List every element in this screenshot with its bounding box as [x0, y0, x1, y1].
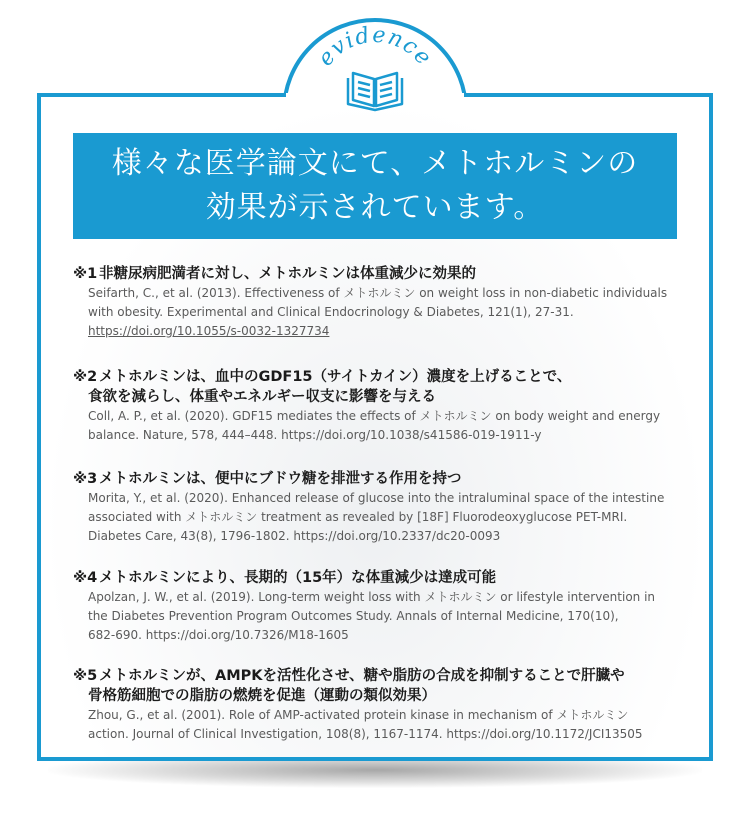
headline-line-1: 様々な医学論文にて、メトホルミンの: [111, 146, 639, 181]
evidence-badge-graphic: [282, 18, 468, 118]
entry-title: [73, 469, 693, 489]
entry-number: ※5: [73, 668, 98, 684]
entry-title-continued: 骨格筋細胞での脂肪の燃焼を促進（運動の類似効果）: [88, 688, 436, 704]
citation-line: Seifarth, C., et al. (2013). Effectiveness of メトホルミン on weight loss in non-diabetic individuals: [88, 286, 668, 300]
citation-line: Morita, Y., et al. (2020). Enhanced release of glucose into the intraluminal space of the intestine: [88, 491, 665, 505]
evidence-entry-2: [73, 367, 693, 445]
doi-line: [73, 322, 693, 341]
headline-banner: [73, 133, 677, 239]
evidence-entry-3: [73, 469, 693, 546]
entry-title-line: メトホルミンは、血中のGDF15（サイトカイン）濃度を上げることで、: [99, 369, 572, 385]
doi-link[interactable]: https://doi.org/10.1055/s-0032-1327734: [88, 324, 330, 338]
entry-title-continued: 食欲を減らし、体重やエネルギー収支に影響を与える: [88, 389, 436, 405]
headline-line-2: 効果が示されています。: [205, 190, 545, 225]
citation-line: Zhou, G., et al. (2001). Role of AMP-activated protein kinase in mechanism of メトホルミン: [88, 708, 629, 722]
citation-line: the Diabetes Prevention Program Outcomes Study. Annals of Internal Medicine, 170(10),: [88, 609, 619, 623]
entry-title: [73, 666, 693, 686]
entry-title: [73, 367, 693, 387]
entry-number: ※3: [73, 471, 98, 487]
evidence-entry-1: [73, 264, 693, 341]
entry-title-line: メトホルミンにより、長期的（15年）な体重減少は達成可能: [99, 570, 497, 586]
citation-line: balance. Nature, 578, 444–448. https://doi.org/10.1038/s41586-019-1911-y: [88, 428, 542, 442]
entry-title-line: 非糖尿病肥満者に対し、メトホルミンは体重減少に効果的: [99, 266, 476, 282]
entry-title-line: メトホルミンは、便中にブドウ糖を排泄する作用を持つ: [99, 471, 462, 487]
citation-line: Apolzan, J. W., et al. (2019). Long-term weight loss with メトホルミン or lifestyle intervention in: [88, 590, 656, 604]
citation-line: Coll, A. P., et al. (2020). GDF15 mediates the effects of メトホルミン on body weight and energy: [88, 409, 661, 423]
entry-number: ※4: [73, 570, 98, 586]
entry-title-line: メトホルミンが、AMPKを活性化させ、糖や脂肪の合成を抑制することで肝臓や: [99, 668, 625, 684]
open-book-icon: [348, 73, 402, 110]
citation-line: 682-690. https://doi.org/10.7326/M18-1605: [88, 628, 349, 642]
citation-line: with obesity. Experimental and Clinical Endocrinology & Diabetes, 121(1), 27-31.: [88, 305, 574, 319]
citation-line: Diabetes Care, 43(8), 1796-1802. https://doi.org/10.2337/dc20-0093: [88, 529, 501, 543]
evidence-badge-label: evidence: [313, 22, 437, 72]
citation-line: action. Journal of Clinical Investigation, 108(8), 1167-1174. https://doi.org/10.1172/JCI13505: [88, 727, 643, 741]
entry-number: ※1: [73, 266, 98, 282]
entry-title: [73, 264, 693, 284]
evidence-entry-5: [73, 666, 693, 744]
entry-title: [73, 568, 693, 588]
evidence-entry-4: [73, 568, 693, 645]
citation-line: associated with メトホルミン treatment as revealed by [18F] Fluorodeoxyglucose PET-MRI.: [88, 510, 628, 524]
entry-number: ※2: [73, 369, 98, 385]
